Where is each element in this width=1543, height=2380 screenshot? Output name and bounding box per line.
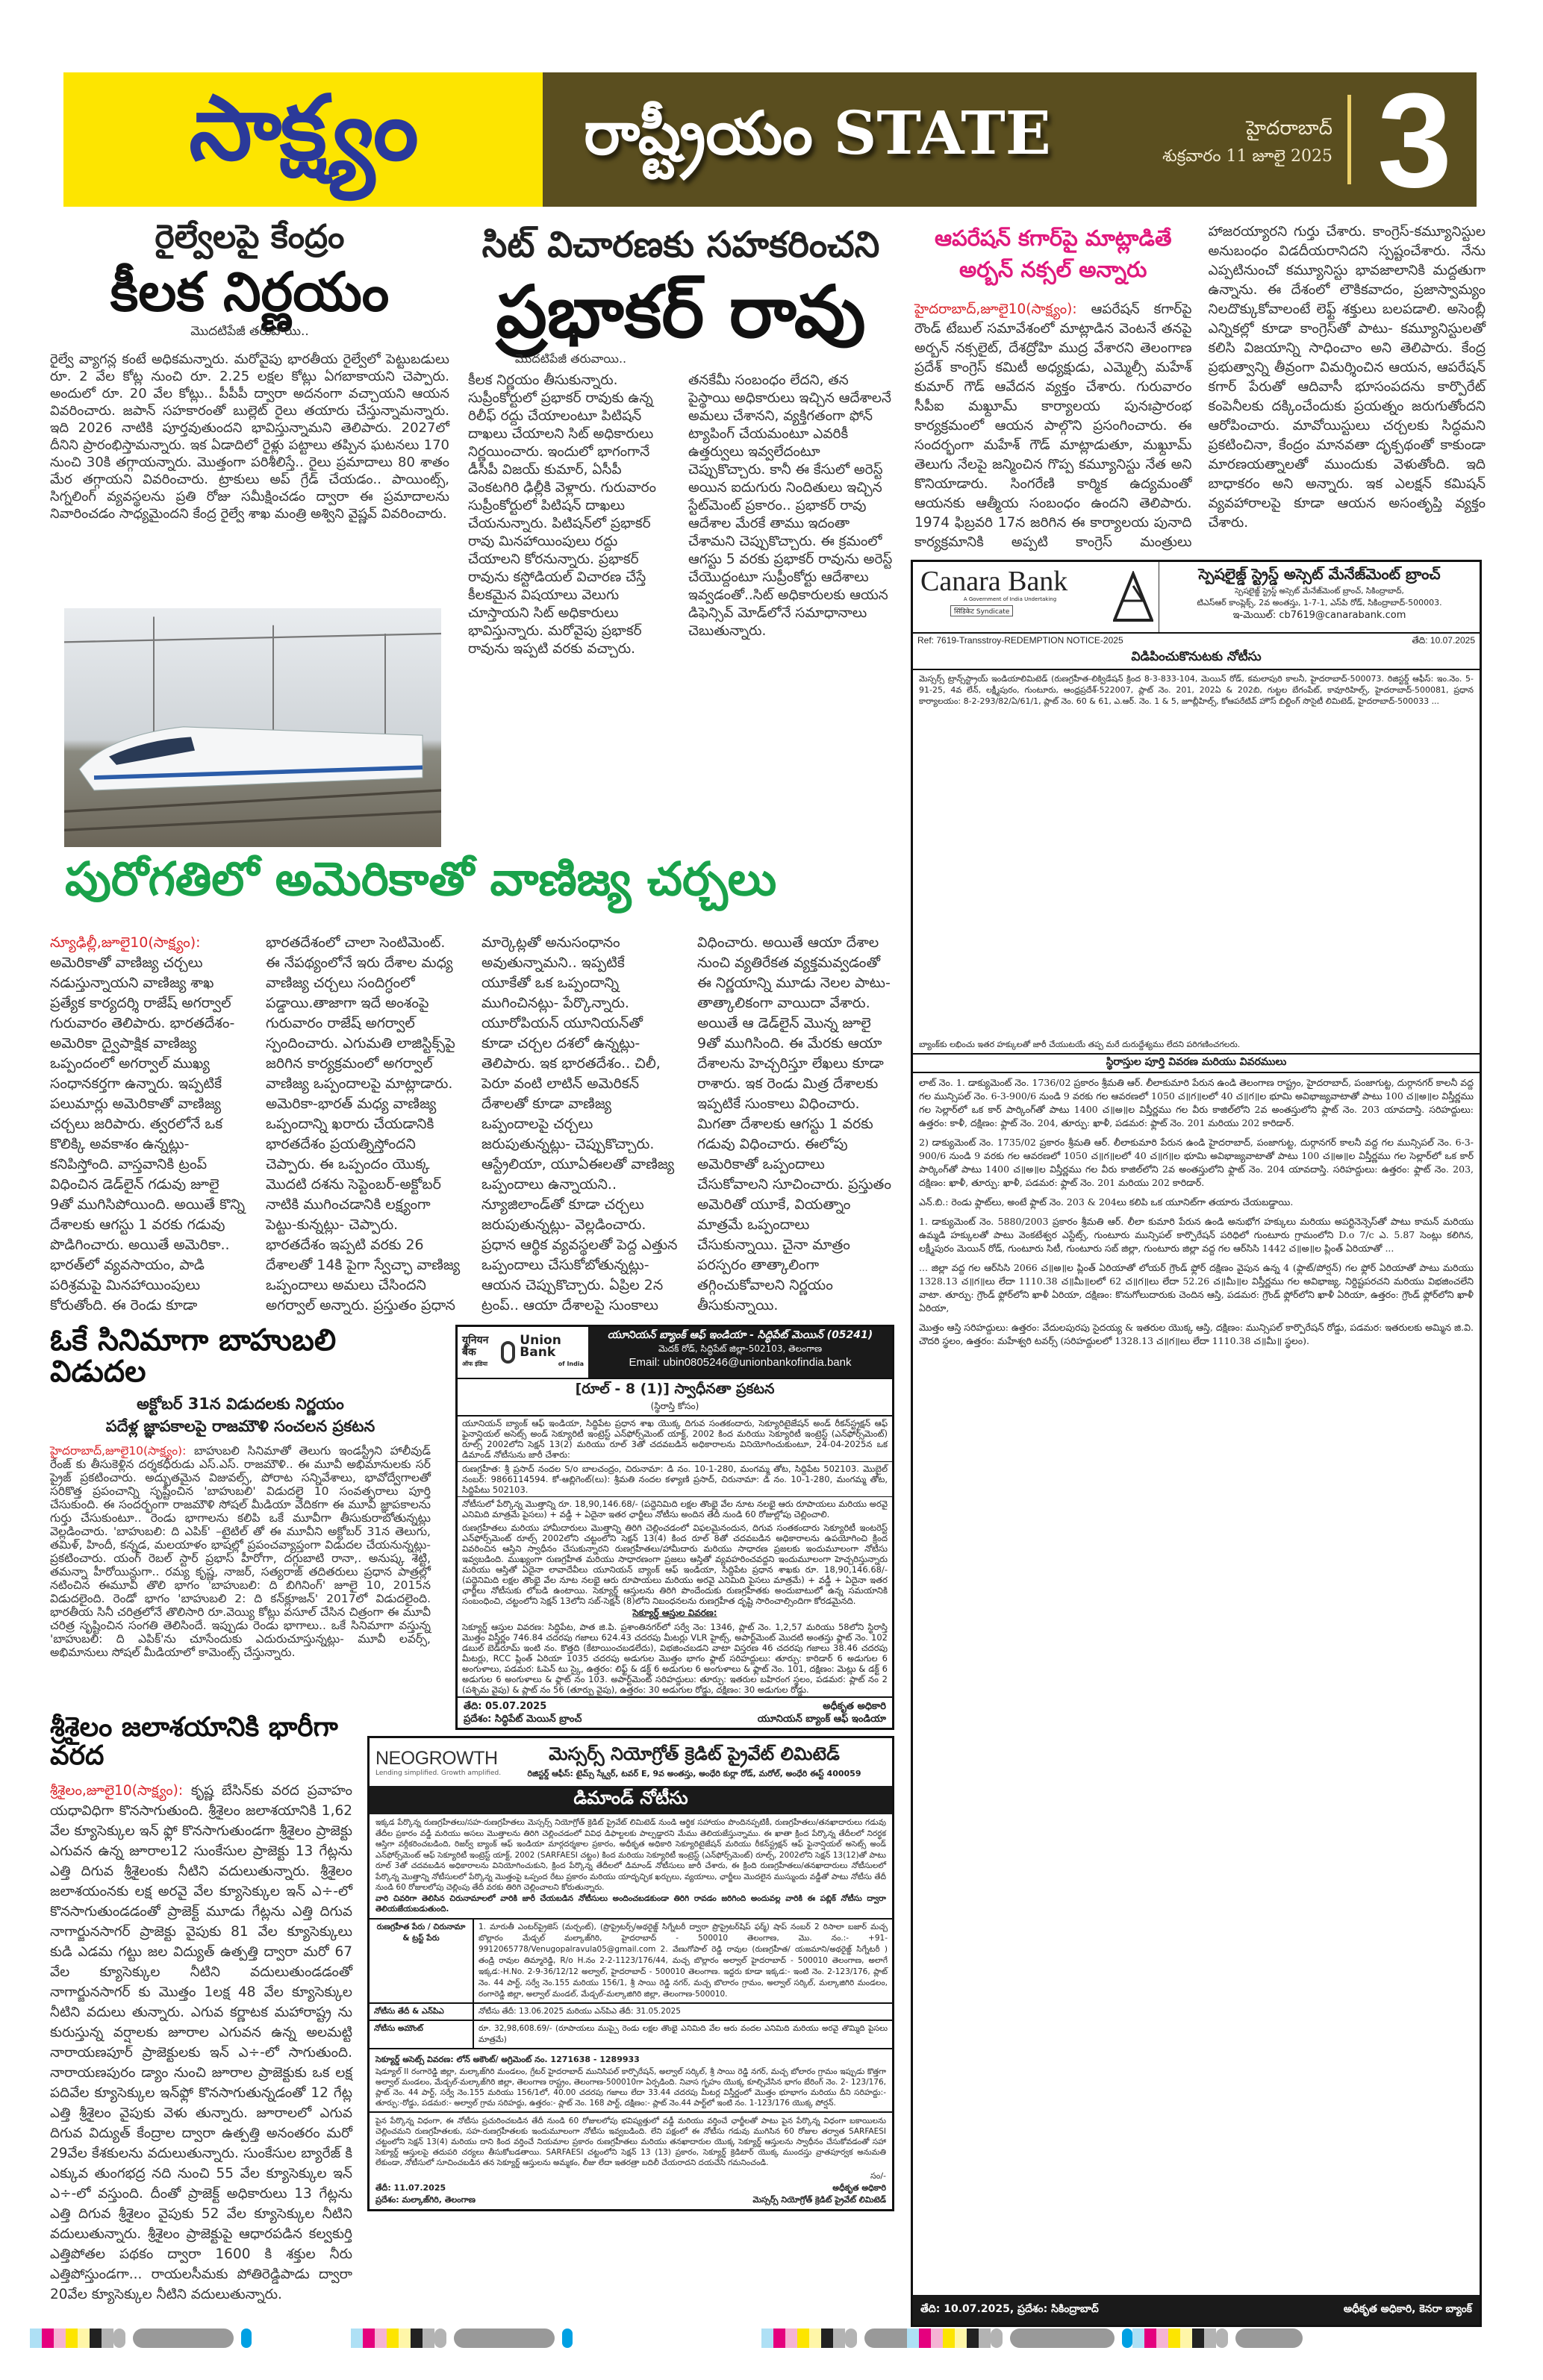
color-swatch [90, 2329, 102, 2348]
color-swatch [955, 2329, 967, 2348]
footer-signatory: అధీకృత అధికారి, కెనరా బ్యాంక్ [1343, 2302, 1472, 2315]
article-body-text: కృష్ణ బేసిన్‌కు వరద ప్రవాహం యధావిధిగా కొనసాగుతుంది. శ్రీశైలం జలాశయానికి 1,62 వేల క్యూసెక్కుల ఇన్ ఫ్లో కొనసాగుతుండగా శ్రీశైలం ప్రాజెక్టు ఎగువన ఉన్న జూరాల12 సుంకేసుల ప్రాజెక్టు 13 గేట్లను ఎత్తి దిగువ శ్రీశైలంకు నీటిని వదులుతున్నారు. శ్రీశైలం జలాశయంనకు లక్ష అరవై వేల క్యూసెక్కుల ఇన్ ఎ÷-లో కొనసాగుతుండడంతో ప్రాజెక్ట్ మూడు గేట్లను ఎత్తి దిగువ నాగార్జునసాగర్ ప్రాజెక్టు వైపుకు 81 వేల క్యూసెక్కులు కుడి ఎడమ గట్టు జల విద్యుత్ ఉత్పత్తి ద్వారా మరో 67 వేల క్యూసెక్కుల నీటిని వదులుతుండడంతో నాగార్జునసాగర్ కు మొత్తం 1లక్ష 48 వేల క్యూసెక్కుల నీటిని వదులు తున్నారు. ఎగువ కర్ణాటక మహారాష్ట్ర ను కురుస్తున్న వర్షాలకు జూరాల ఎగువన ఉన్న అలమట్టి నారాయణపూర్ ప్రాజెక్టులకు ఇన్ ఎ÷-లో సాగుతుంది. నారాయణపురం డ్యాం నుంచి జూరాల ప్రాజెక్టుకు ఒక లక్ష పదివేల క్యూసెక్కుల ఇన్‌ఫ్లో కొనసాగుతున్నడంతో 12 గేట్ల ఎత్తి శ్రీశైలం వైపుకు వెళు తున్నారు. జూరాలలో ఎగువ దిగువ విద్యుత్ కేంద్రాల ద్వారా ఉత్పత్తి అనంతరం మరో 29వేల కేశకులను వదులుతున్నారు. సుంకేసుల బ్యారేజ్ కి ఎక్కువ తుంగభద్ర నది నుంచి 55 వేల క్యూసెక్కుల ఇన్ ఎ÷-లో వస్తుంది. దీంతో ప్రాజెక్ట్ అధికారులు 13 గేట్లను ఎత్తి దిగువ శ్రీశైలం వైపుకు 52 వేల క్యూసెక్కుల నీటిని వదులుతున్నారు. శ్రీశైలం ప్రాజెక్టుపై ఆధారపడిన కల్వకుర్తి ఎత్తిపోతల పథకం ద్వారా 1600 కి శక్తుల నీరు ఎత్తిపోస్తుండగా... రాయలసీమకు పోతిరెడ్డిపాడు ద్వారా 20వేల క్యూసెక్కుల నీటిని వదులుతున్నారు. [50, 1782, 352, 2302]
color-swatch [967, 2329, 979, 2348]
ad-header [370, 1738, 892, 1786]
article-kicker: రైల్వేలపై కేంద్రం [155, 218, 345, 256]
color-swatch [1168, 2329, 1180, 2348]
color-swatch [434, 2329, 446, 2348]
branch-name: యూనియన్ బ్యాంక్ ఆఫ్ ఇండియా - సిద్ధిపేట్ మెయిన్ (05241) [607, 1329, 873, 1341]
notice-date: తేదీ: 11.07.2025 [375, 2182, 446, 2193]
union-bank-logo-icon [501, 1341, 515, 1364]
ad-footer [458, 1698, 892, 1728]
canara-triangle-icon [1107, 562, 1159, 632]
color-swatch [773, 2329, 785, 2348]
edition-city: హైదరాబాద్ [1246, 117, 1332, 140]
footer-date-place: తేది: 10.07.2025, ప్రదేశం: సికింద్రాబాద్ [920, 2302, 1099, 2315]
notice-title: [రూల్ - 8 (1)] స్వాధీనతా ప్రకటన [575, 1381, 775, 1397]
property-lots [913, 1073, 1480, 1351]
assets-details: సెక్యూర్డ్ ఆస్తుల వివరణ: సిద్దిపేట, పాత జి.పి. ప్రశాంతినగర్‌లో సర్వే నెం: 1346, ప్లాట్ నెం. 1,2,57 మరియు 58లోని స్థిరాస్తి మొత్తం విస్తీర్ణం 746.84 చదరపు గజాలు 624.43 చదరపు మీటర్లు VLR హైట్స్, అపార్ట్‌మెంట్ మొదటి అంతస్తు ఫ్లాట్ నెం. 102 డబుల్ బెడ్‌రూమ్ ఇంటి నం. కొత్తది (కేటాయించబడలేదు), విభజించబడని వాటా విస్తరణ 46 చదరపు గజాలు 38.46 చదరపు మీటర్లు, RCC ప్లింత్ ఏరియా 1035 చదరపు అడుగుల మొత్తం భాగం ఫ్లాట్ సరిహద్దులు: తూర్పు: కారిడార్ 6 అడుగుల 6 అంగుళాలు, పడమర: ఓపెన్ టు స్కై, ఉత్తరం: లిఫ్ట్ & డక్ట్ 6 అడుగుల 6 అంగుళాలు & ఫ్లాట్ నెం. 101, దక్షిణం: మెట్లు & డక్ట్ 6 అడుగుల 6 అంగుళాలు & ఫ్లాట్ నం 103. అపార్ట్‌మెంట్ సరిహద్దులు: తూర్పు: ఇతరుల బహిరంగ స్థలం, పడమర: ప్లాట్ నం 2 (పశ్చిమ వైపు) & ప్లాట్ నం 56 (తూర్పు వైపు), ఉత్తరం: 30 అడుగుల రోడ్డు, దక్షిణం: 30 అడుగుల రోడ్డు. [458, 1620, 892, 1698]
headline-line: అర్బన్ నక్సల్ అన్నారు [959, 257, 1147, 282]
section-title: రాష్ట్రీయం STATE [584, 98, 1051, 168]
logo-text: NEOGROWTH [375, 1747, 498, 1769]
article-baahubali [50, 1325, 431, 1659]
notice-amount: నోటీసులో పేర్కొన్న మొత్తాన్ని రూ. 18,90,146.68/- (పద్దెనిమిది లక్షల తొంభై వేల నూట నలభై ఆరు రూపాయలు మరియు అరవై ఎనిమిది మాత్రమే పైసలు) + వడ్డీ + ఏదైనా ఇతర ఛార్జీలు నోటీసు అందిన తేదీ నుండి 60 రోజుల్లోపు చెల్లించాలి. [462, 1499, 888, 1519]
notice-intro-bold: వారి చివరిగా తెలిసిన చిరునామాలలో వారికి జారీ చేయబడిన నోటీసులు అందించబడకుండా తిరిగి రావడం జరిగింది అందువల్ల వారికి ఈ పబ్లిక్ నోటీసు ద్వారా తెలియజేయబడుతుంది. [370, 1893, 892, 1920]
dateline: న్యూఢిల్లీ,జూలై10(సాక్ష్యం): [50, 934, 201, 952]
color-swatch [943, 2329, 955, 2348]
table-row [370, 2021, 892, 2049]
logo-text: సాక్ష్యం [189, 77, 417, 181]
dateline: శ్రీశైలం,జూలై10(సాక్ష్యం): [50, 1782, 184, 1799]
article-america-trade [50, 852, 894, 1316]
color-swatch [113, 2329, 125, 2348]
color-swatch [54, 2329, 66, 2348]
assets-title: సెక్యూర్డ్ అసెట్స్ వివరణ: లోన్ అకౌంట్/ అగ్రిమెంట్ నం. 1271638 - 1289933 [375, 2054, 640, 2064]
article-headline: శ్రీశైలం జలాశయానికి భారీగా వరద [50, 1712, 338, 1771]
color-swatch [66, 2329, 78, 2348]
article-operation-kagar [914, 222, 1486, 552]
notice-title-block [458, 1379, 892, 1417]
color-swatch [1216, 2329, 1228, 2348]
color-swatch [785, 2329, 797, 2348]
article-body [914, 222, 1486, 552]
color-swatch [1010, 2329, 1115, 2348]
color-swatch [1132, 2329, 1144, 2348]
color-swatch [979, 2329, 991, 2348]
color-swatch [1180, 2329, 1192, 2348]
notice-title: డిమాండ్ నోటీసు [370, 1786, 892, 1814]
table-value: నోటీసు తేదీ: 13.06.2025 మరియు ఎన్‌పిఎ తేదీ: 31.05.2025 [479, 2006, 681, 2016]
ad-header [458, 1327, 892, 1379]
logo-text: Canara Bank [920, 566, 1068, 597]
canara-bank-logo [913, 562, 1107, 632]
article-headline: కీలక నిర్ణయం [110, 260, 390, 323]
ad-neogrowth-demand-notice [367, 1736, 894, 2211]
newspaper-logo [63, 72, 543, 207]
color-swatch [562, 2329, 573, 2348]
signatory: అధీకృత అధికారి [823, 1701, 886, 1712]
article-body: కీలక నిర్ణయం తీసుకున్నారు. సుప్రీంకోర్టులో ప్రభాకర్ రావుకు ఉన్న రిలీఫ్ రద్దు చేయాలంటూ పిటిషన్ దాఖలు చేయాలని సిట్ అధికారులు నిర్ణయించారు. ఇందులో భాగంగానే డీసీపీ విజయ్ కుమార్, ఏసీపీ వెంకటగిరి ఢిల్లీకి వెళ్లారు. గురువారం సుప్రీంకోర్టులో పిటిషన్ దాఖలు చేయనున్నారు. పిటిషన్‌లో ప్రభాకర్ రావు మినహాయింపులు రద్దు చేయాలని కోరనున్నారు. ప్రభాకర్ రావును కస్టోడియల్ విచారణ చేస్తే కీలకమైన విషయాలు వెలుగు చూస్తాయని సిట్ అధికారులు భావిస్తున్నారు. మరోవైపు ప్రభాకర్ రావును ఇప్పటి వరకు వచ్చారు. తనకేమీ సంబంధం లేదని, తన పైస్థాయి అధికారులు ఇచ్చిన ఆదేశాలనే అమలు చేశానని, వ్యక్తిగతంగా ఫోన్ ట్యాపింగ్ చేయమంటూ ఎవరికీ ఉత్తర్వులు ఇవ్వలేదంటూ చెప్పుకొచ్చారు. కానీ ఈ కేసులో అరెస్ట్ అయిన ఐదుగురు నిందితులు ఇచ్చిన స్టేట్‌మెంట్ ప్రకారం.. ప్రభాకర్ రావు ఆదేశాల మేరకే తాము ఇదంతా చేశామని చెప్పుకొచ్చారు. ఈ క్రమంలో ఆగస్టు 5 వరకు ప్రభాకర్ రావును అరెస్ట్ చేయొద్దంటూ సుప్రీంకోర్టు ఆదేశాలు ఇవ్వడంతో..సిట్ అధికారులకు ఆయన డిఫెన్సివ్ మోడ్‌లోనే సమాధానాలు చెబుతున్నారు. [468, 372, 893, 657]
logo-hindi: यूनियन बैंक [462, 1334, 489, 1358]
signatory-org: మెస్సర్స్ నియోగ్రోత్ క్రెడిట్ ప్రైవేట్ లిమిటెడ్ [752, 2194, 886, 2205]
headline-line: ఆపరేషన్ కగార్‌పై మాట్లాడితే [934, 225, 1172, 251]
color-swatch [1122, 2329, 1132, 2348]
color-swatch [363, 2329, 375, 2348]
color-swatch [351, 2329, 363, 2348]
color-swatch [454, 2329, 555, 2348]
ref-number: Ref: 7619-Transstroy-REDEMPTION NOTICE-2025 [917, 635, 1123, 646]
logo-sub: A Government of India Undertaking [963, 596, 1057, 602]
notice-title: విడిపించుకొనుటకు నోటీసు [913, 649, 1480, 670]
article-body [50, 933, 894, 1316]
article-body-text: బాహుబలి సినిమాతో తెలుగు ఇండస్ట్రీని హాలీవుడ్ రేంజ్ కు తీసుకెళ్లిన దర్శకధీరుడు ఎస్.ఎస్. రాజమౌళి.. ఈ మూవీ అభిమానులకు సర్ ప్రైజ్ ప్రకటించారు. అద్భుతమైన విజువల్స్, పోరాట సన్నివేశాలు, భావోద్వేగాలతో సరికొత్త ప్రపంచాన్ని సృష్టించిన 'బాహుబలి' విడుదలై 10 సంవత్సరాలు పూర్తి చేసుకుంది. ఈ సందర్భంగా రాజమౌళి సోషల్ మీడియా వేదికగా ఈ మూవీ జ్ఞాపకాలను గుర్తు చేసుకుంటూ.. రెండు భాగాలను కలిపి ఒకే మూవీగా తీసుకురాబోతున్నట్లు వెల్లడించారు. 'బాహుబలి: ది ఎపిక్' –టైటిల్ తో ఈ మూవీని అక్టోబర్ 31న తెలుగు, తమిళ్, హిందీ, కన్నడ, మలయాళం భాషల్లో ప్రపంచవ్యాప్తంగా విడుదల చేయనున్నట్లు- ప్రకటించారు. యంగ్ రెబల్ స్టార్ ప్రభాస్ హీరోగా, దగ్గుబాటి రానా,. అనుష్క శెట్టి, తమన్నా హీరోయిన్లుగా.. రమ్య కృష్ణ, నాజర్, సత్యరాజ్ తదితరులు ప్రధాన పాత్రల్లో నటించిన ఈమూవీ తొలి భాగం 'బాహుబలి: ది బిగినింగ్' జూలై 10, 2015న విడుదలైంది. రెండో భాగం 'బాహుబలి 2: ది కన్‌క్లూజన్' 2017లో విడుదలైంది. భారతీయ సినీ చరిత్రలోనే తొలిసారి రూ.వెయ్యి కోట్లు వసూల్ చేసిన చిత్రంగా ఈ మూవీ చరిత్ర సృష్టించిన సంగతి తెలిసిందే. ఇప్పుడు రెండు భాగాలు.. ఒకే సినిమాగా వస్తున్న 'బాహుబలి: ది ఎపిక్'ను చూసేందుకు ఎదురుచూస్తున్నట్లు- మూవీ లవర్స్, అభిమానులు సోషల్ మీడియాలో కామెంట్స్ చేస్తున్నారు. [50, 1444, 431, 1659]
sign-short: సం/- [870, 2170, 886, 2181]
page-number: 3 [1377, 66, 1453, 216]
branch-email: ఇ-మెయిల్: cb7619@canarabank.com [1232, 610, 1406, 621]
article-subhead: అక్టోబర్ 31న విడుదలకు నిర్ణయం [137, 1395, 344, 1413]
article-body-text: అమెరికాతో వాణిజ్య చర్చలు నడుస్తున్నాయని వాణిజ్య శాఖ ప్రత్యేక కార్యదర్శి రాజేష్ అగర్వాల్ గురువారం తెలిపారు. భారతదేశం-అమెరికా ద్వైపాక్షిక వాణిజ్య ఒప్పందంలో అగర్వాల్ ముఖ్య సంధానకర్తగా ఉన్నారు. ఇప్పటికే పలుమార్లు అమెరికాతో వాణిజ్య చర్చలు జరిపారు. త్వరలోనే ఒక కొలిక్కి అవకాశం ఉన్నట్లు- కనిపిస్తోంది. వాస్తవానికి ట్రంప్ విధించిన డెడ్‌లైన్ గడువు జూలై 9తో ముగిసిపోయింది. అయితే కొన్ని దేశాలకు ఆగస్టు 1 వరకు గడువు పొడిగించారు. అయితే అమెరికా.. భారత్‌లో వ్యవసాయం, పాడి పరిశ్రమపై మినహాయింపులు కోరుతోంది. ఈ రెండు కూడా భారతదేశంలో చాలా సెంటిమెంట్. ఈ నేపథ్యంలోనే ఇరు దేశాల మధ్య వాణిజ్య చర్చలు సందిగ్ధంలో పడ్డాయి.తాజాగా ఇదే అంశంపై గురువారం రాజేష్ అగర్వాల్ స్పందించారు. ఎగుమతి లాజిస్టిక్స్‌పై జరిగిన కార్యక్రమంలో అగర్వాల్ వాణిజ్య ఒప్పందాలపై మాట్లాడారు. అమెరికా-భారత్ మధ్య వాణిజ్య ఒప్పందాన్ని ఖరారు చేయడానికి భారతదేశం ప్రయత్నిస్తోందని చెప్పారు. ఈ ఒప్పందం యొక్క మొదటి దశను సెప్టెంబర్-అక్టోబర్ నాటికి ముగించడానికి లక్ష్యంగా పెట్టు-కున్నట్లు- చెప్పారు. భారతదేశం ఇప్పటి వరకు 26 దేశాలతో 14కి పైగా స్వేచ్ఛా వాణిజ్య ఒప్పందాలు అమలు చేసిందని అగర్వాల్ అన్నారు. ప్రస్తుతం ప్రధాన మార్కెట్లతో అనుసంధానం అవుతున్నామని.. ఇప్పటికే యూకేతో ఒక ఒప్పందాన్ని ముగించినట్లు- పేర్కొన్నారు. యూరోపియన్ యూనియన్‌తో కూడా చర్చల దశలో ఉన్నట్లు- తెలిపారు. ఇక భారతదేశం.. చిలీ, పెరూ వంటి లాటిన్ అమెరికన్ దేశాలతో కూడా వాణిజ్య ఒప్పందాలపై చర్చలు జరుపుతున్నట్లు- చెప్పుకొచ్చారు. ఆస్ట్రేలియా, యూఏఈలతో వాణిజ్య ఒప్పందాలు ఉన్నాయని.. న్యూజిలాండ్‌తో కూడా చర్చలు జరుపుతున్నట్లు- వెల్లడించారు. ప్రధాన ఆర్థిక వ్యవస్థలతో పెద్ద ఎత్తున ఒప్పందాలు చేసుకోబోతున్నట్లు- ఆయన చెప్పుకొచ్చారు. ఏప్రిల 2న ట్రంప్.. ఆయా దేశాలపై సుంకాలు విధించారు. అయితే ఆయా దేశాల నుంచి వ్యతిరేకత వ్యక్తమవ్వడంతో ఈ నిర్ణయాన్ని మూడు నెలల పాటు- తాత్కాలికంగా వాయిదా వేశారు. అయితే ఆ డెడ్‌లైన్ మొన్న జూలై 9తో ముగిసింది. ఈ మేరకు ఆయా దేశాలను హెచ్చరిస్తూ లేఖలు కూడా రాశారు. ఇక రెండు మిత్ర దేశాలకు ఇప్పటికే సుంకాలు విధించారు. మిగతా దేశాలకు ఆగస్టు 1 వరకు గడువు విధించారు. ఈలోపు అమెరికాతో ఒప్పందాలు చేసుకోవాలని సూచించారు. ప్రస్తుతం అమెరితో యూకే, వియత్నాం మాత్రమే ఒప్పందాలు చేసుకున్నాయి. చైనా మాత్రం పరస్పరం తాత్కాలింగా తగ్గించుకోవాలని నిర్ణయం తీసుకున్నాయి. [50, 934, 891, 1314]
assets-details: షెడ్యూల్ II రంగారెడ్డి జిల్లా, మల్కాజ్‌గిరి మండలం, గ్రేటర్ హైదరాబాద్ మునిసిపల్ కార్పొరేషన్, అల్వాల్ సర్కిల్, శ్రీ సాయి రెడ్డి నగర్, మచ్చ బోలారం గ్రామం ఇప్పుడు కొత్తగా అల్వాల్ మండలం, మేడ్చల్-మల్కాజ్‌గిరి జిల్లా, తెలంగాణ రాష్ట్రం, తెలంగాణ-500010గా ఏర్పడింది. నివాస గృహం యొక్క కూల్చివేసిన భాగం బేరింగ్ నెం. 2- 123/176, ప్లాట్ నెం. 44 పార్ట్, సర్వే నెం.155 మరియు 156/1లో, 40.00 చదరపు గజాలు లేదా 33.44 చదరపు మీటర్ల విస్తీర్ణంలో మొత్తం భూభాగం మరియు దీని సరిహద్దు:- తూర్పు:-రోడ్డు, పడమర:- అల్వాల్ గ్రామ సరిహద్దు, ఉత్తరం:- ప్లాట్ నెం. 168 పార్ట్, దక్షిణం:- ప్లాట్ నెం.44 పార్ట్‌లో ఇంటి నం. 1-123/176 యొక్క పోర్షన్. [370, 2067, 892, 2113]
notice-place: ప్రదేశం: మల్కాజ్‌గిరి, తెలంగాణ [375, 2194, 476, 2205]
closing-text: పైన పేర్కొన్న విధంగా, ఈ నోటీసు ప్రచురించబడిన తేదీ నుండి 60 రోజులలోపు భవిష్యత్తులో వడ్డీ మరియు వర్తించే ఛార్జీలతో పాటు పైన పేర్కొన్న విధంగా బకాయిలను చెల్లించమని రుణగ్రహీతలకు, సహ-రుణగ్రహీతలకు ఇందుమూలంగా నోటీసు ఇవ్వబడింది. లేని పక్షంలో ఈ నోటీసు గడువు ముగిసిన 60 రోజుల తర్వాత SARFAESI చట్టంలోని సెక్షన్ 13(4) మరియు దాని కింద వర్తించే నియమాల ప్రకారం రుణగ్రహీతలు మరియు తనఖాదారుల యొక్క సెక్యూర్డ్ ఆస్తులను స్వాధీనం చేసుకోవడంతో సహా సెక్యూర్డ్ ఆస్తులపై తదుపరి చర్యలు తీసుకోబడతాయి. SARFAESI చట్టంలోని సెక్షన్ 13 (13) ప్రకారం, సెక్యూర్డ్ క్రెడిటార్ యొక్క ముందస్తు వ్రాతపూర్వక అనుమతి లేకుండా, నోటీసులో సూచించబడిన తన సెక్యూర్డ్ ఆస్తులను అమ్మకం, లీజు లేదా ఇతరత్రా బదిలీ చేయరాదని దయచేసి గమనించండి. [375, 2116, 886, 2167]
bullet-train-photo [64, 608, 441, 847]
table-row [370, 1920, 892, 2004]
ad-footer [913, 2295, 1480, 2325]
ad-header [913, 562, 1480, 634]
table-label: రుణగ్రహీత పేరు / చిరునామా & ట్రస్ట్ పేరు [370, 1920, 474, 2002]
color-swatch [907, 2329, 919, 2348]
color-swatch [42, 2329, 54, 2348]
logo-hindi-sub: ऑफ इंडिया [462, 1361, 488, 1367]
table-label: నోటీసు అమౌంట్ [370, 2021, 474, 2048]
property-lot: ఎన్.బి.: రెండు ఫ్లాట్‌లు, అంటే ఫ్లాట్ నెం. 203 & 204లు కలిపి ఒక యూనిట్‌గా తయారు చేయబడ్డాయి. [919, 1196, 1294, 1208]
edition-date-text: శుక్రవారం 11 జూలై 2025 [1162, 147, 1332, 166]
color-swatch [102, 2329, 113, 2348]
notice-para: యూనియన్ బ్యాంక్ ఆఫ్ ఇండియా, సిద్ధిపేట ప్రధాన శాఖ యొక్క దిగువ సంతకందారు, సెక్యూరిటైజేషన్ అండ్ రీకన్‌స్ట్రక్షన్ ఆఫ్ ఫైనాన్షియల్ అసెట్స్ అండ్ సెక్యూరిటీ ఇంట్రెస్ట్ ఎన్‌ఫోర్స్‌మెంట్ యాక్ట్, 2002 కింద మరియు సెక్యూరిటీ ఇంట్రెస్ట్ (ఎన్‌ఫోర్స్‌మెంట్) రూల్స్ 2002లోని సెక్షన్ 13(2) మరియు రూల్ 3తో చదవబడిన అధికారాలను వినియోగించుకుంటూ, 24-04-2025న ఒక డిమాండ్ నోటీసును జారీ చేశారు: [458, 1417, 892, 1462]
article-body [50, 1781, 352, 2305]
article-body [50, 1444, 431, 1659]
color-swatch [821, 2329, 833, 2348]
article-prabhakar [468, 224, 894, 658]
borrower-details: రుణగ్రహీత: శ్రీ ప్రసాద్ నందల S/o బాలచంద్రం, చిరునామా: డి నం. 10-1-280, మంగమ్మ తోట, సిద్దిపేట 502103. మొబైల్ నంబర్: 9866114594. కో-ఆబ్లిగెంట్(లు): శ్రీమతి నందల కళ్యాణి ప్రసాద్, చిరునామా: డి నం. 10-1-280, మంగమ్మ తోట, సిద్దిపేటు 502103. [458, 1462, 892, 1497]
dateline: హైదరాబాద్,జూలై10(సాక్ష్యం): [914, 302, 1077, 317]
color-swatch [241, 2329, 252, 2348]
article-railway [50, 218, 449, 522]
company-name: మెస్సర్స్ నియోగ్రోత్ క్రెడిట్ ప్రైవేట్ లిమిటెడ్ [549, 1743, 840, 1764]
property-lot: ... జిల్లా వద్ద గల ఆర్‌సిసి 2066 చ॥అ॥ల ప్లింత్ ఏరియాతో లోయర్ గ్రౌండ్ ఫ్లోర్ దక్షిణం వైపున ఉన్న 4 (ఫ్లాట్/పోర్షన్) గల ఫ్లోర్ ఏరియాతో పాటు మరియు 1328.13 చ॥గ॥లు లేదా 1110.38 చ॥మీ॥లలో 62 చ॥గ॥లు లేదా 52.26 చ॥మీ॥ల విస్తీర్ణము గల అవిభాజ్య, నిర్దిష్టపరచని మరియు విభజించలేని వాటా. తూర్పు: గ్రౌండ్ ఫ్లోర్‌లోని ఖాళీ ఏరియా, దక్షిణం: కొనుగోలుదారుకు చెందిన ఆస్తి, పడమర: గ్రౌండ్ ఫ్లోర్‌లోని ఖాళీ ఏరియా, ఉత్తరం: గ్రౌండ్ ఫ్లోర్‌లోని ఖాళీ ఏరియా, [919, 1262, 1474, 1314]
table-label: నోటీసు తేదీ & ఎన్‌పిఎ [370, 2004, 474, 2020]
property-lot: లాట్ నెం. 1. డాక్యుమెంట్ నెం. 1736/02 ప్రకారం శ్రీమతి ఆర్. లీలాకుమారి పేరున ఉండి తెలంగాణ రాష్ట్రం, హైదరాబాద్, పంజాగుట్ట, దుర్గానగర్ కాలనీ వద్ద గల మున్సిపల్ నెం. 6-3-900/6 నుండి 9 వరకు గల ఆవరణలో 1050 చ॥గ॥లలో 40 చ॥గ॥ల భూమి అవిభాజ్యవాటాతో పాటు 100 చ॥అ॥ల విస్తీర్ణము గల సెల్లార్‌లో ఒక కార్ పార్కింగ్‌తో పాటు 1400 చ॥అ॥ల విస్తీర్ణము గల వీరు కాజిల్‌లోని 2వ అంతస్తులోని ఫ్లాట్ నెం. 203 యావదాస్తి. సరిహద్దులు: ఉత్తరం: కాళీ, దక్షిణం: ఫ్లాట్ నెం. 204, తూర్పు: ఖాళీ, పడమర: ఫ్లాట్ నెం. 201 మరియు 202 కారిడార్. [919, 1077, 1474, 1128]
branch-address: స్పెషలైజ్డ్ స్ట్రెస్డ్ అస్సెట్ మేనేజ్‌మెంట్ బ్రాంచ్, సికింద్రాబాద్, [1235, 587, 1404, 596]
train-illustration [64, 608, 441, 847]
logo-tagline: Lending simplified. Growth amplified. [375, 1769, 502, 1777]
borrower-table [370, 1920, 892, 2049]
logo-english: Union Bank [520, 1333, 561, 1360]
color-swatch [1235, 2329, 1303, 2348]
possession-para: రుణగ్రహీతలు మరియు హామీదారులు మొత్తాన్ని తిరిగి చెల్లించడంలో విఫలమైనందున, దిగువ సంతకందారు సెక్యూరిటీ ఇంటరెస్ట్ ఎన్‌ఫోర్స్‌మెంట్ రూల్స్ 2002లోని చట్టంలోని సెక్షన్ 13(4) కింద రూల్ 8తో చదవబడిన అధికారాలను ఉపయోగించి క్రింద వివరించిన ఆస్తిని స్వాధీనం చేసుకున్నారని రుణగ్రహీతలు/హామీదారు మరియు సాధారణ ప్రజలకు ఇందుమూలంగా నోటీసు ఇవ్వబడింది. ముఖ్యంగా రుణగ్రహీత మరియు సాధారణంగా ప్రజలు ఆస్తితో వ్యవహరించవద్దని ఇందుమూలంగా హెచ్చరిస్తున్నారు మరియు ఆస్తితో ఏదైనా లావాదేవీలు యూనియన్ బ్యాంక్ ఆఫ్ ఇండియా, సిద్దిపేట ప్రధాన శాఖకు రూ. 18,90,146.68/- (పద్దెనిమిది లక్షల తొంభై వేల నూట నలభై ఆరు రూపాయలు మరియు అరవై ఎనిమిది పైసలు మాత్రమే) + వడ్డీ + ఏదైనా ఇతర ఛార్జీలు నోటీసుకు లోబడి ఉంటాయి. సెక్యూర్డ్ ఆస్తులను తిరిగి పొందేందుకు రుణగ్రహీతకు అందుబాటులో ఉన్న సమయానికి సంబంధించి, చట్టంలోని సెక్షన్ 13లోని సబ్-సెక్షన్ (8)లోని నిబంధనలను రుణగ్రహీత దృష్టి సారించాల్సిందిగా కోరడమైనది. [462, 1522, 888, 1606]
color-swatch [411, 2329, 423, 2348]
color-swatch [78, 2329, 90, 2348]
branch-address: టిఎస్ఆర్ కాంప్లెక్స్, 2వ అంతస్తు, 1-7-1, ఎస్‌పి రోడ్, సికింద్రాబాద్-500003. [1197, 598, 1442, 608]
property-lot: మొత్తం ఆస్తి సరిహద్దులు: ఉత్తరం: వేదులపురపు సైదయ్య & ఇతరుల యొక్క ఆస్తి, దక్షిణం: మున్సిపల్ కార్పొరేషన్ రోడ్డు, పడమర: ఇతరులకు అమ్మిన జి.వి. చౌదరి స్థలం, ఉత్తరం: మహేశ్వరి టవర్స్ (సరిహద్దులలో 1328.13 చ॥గ॥లు లేదా 1110.38 చ॥మీ॥ స్థలం). [919, 1322, 1474, 1346]
branch-address: మెదక్ రోడ్, సిద్ధిపేట్ జిల్లా-502103, తెలంగాణ [658, 1343, 823, 1354]
edition-date [1109, 117, 1332, 169]
color-swatch [133, 2329, 234, 2348]
masthead [63, 66, 1477, 216]
color-swatch [30, 2329, 42, 2348]
ad-union-bank-possession-notice [455, 1325, 894, 1730]
color-swatch [809, 2329, 821, 2348]
continued-label: మొదటిపేజీ తరువాయి.. [514, 351, 627, 366]
article-kicker: సిట్ విచారణకు సహకరించని [481, 224, 880, 266]
branch-info [588, 1327, 892, 1378]
notice-place: ప్రదేశం: సిద్ధిపేట్ మెయిన్ బ్రాంచ్ [464, 1714, 582, 1725]
notice-date: తేది: 05.07.2025 [464, 1701, 547, 1712]
table-value: 1. మారుతీ ఎంటర్‌ప్రైజెస్ (మర్చంట్), (ప్రొప్రైటర్స్/అథరైజ్డ్ సిగ్నేటరీ ద్వారా ప్రొప్రైటర్‌షిప్ ఫర్మ్) షాప్ నంబర్ 2 రిసాలా బజార్ మచ్చ బొల్లారం మేడ్చల్ మల్కాజ్‌గిరి, హైదరాబాద్ - 500010 తెలంగాణ, మొ. నం.:- +91-9912065778/Venugopalravula05@gmail.com 2. వేణుగోపాల్ రెడ్డి రావుల (రుణగ్రహీత/ యజమాని/అథరైజ్డ్ సిగ్నేటరీ ) తండ్రి రావుల తిమ్మారెడ్డి, R/o H.నం 2-2-1123/176/44, మచ్చ బొల్లారం అల్వాల్ హైదరాబాద్ - 500010 తెలంగాణ, అలాగే ఇక్కడ:-H.No. 2-9-36/12/12 అల్వాల్, హైదరాబాద్ - 500010 తెలంగాణ. ఇద్దరు కూడా ఇక్కడ:- ఇంటి నెం. 2-123/176, ప్లాట్ నెం. 44 పార్ట్, సర్వే నెం.155 మరియు 156/1, శ్రీ సాయి రెడ్డి నగర్, మచ్చ బొలారం గ్రామం, అల్వాల్ సర్కిల్, మల్కాజిగిరి మండలం, రంగారెడ్డి జిల్లా, అల్వాల్ మండల్, మేడ్చల్-మల్కాజిగిరి జిల్లా, తెలంగాణ-500010. [479, 1922, 888, 1999]
dateline: హైదరాబాద్,జూలై10(సాక్ష్యం): [50, 1444, 187, 1458]
article-headline: ప్రభాకర్ రావు [496, 270, 866, 354]
branch-name: స్పెషలైజ్డ్ స్ట్రెస్డ్ అస్సెట్ మేనేజ్‌మెంట్ బ్రాంచ్ [1198, 565, 1441, 583]
article-headline [914, 222, 1192, 300]
article-srisailam [50, 1714, 352, 2305]
color-swatch [1156, 2329, 1168, 2348]
masthead-divider [1347, 95, 1351, 184]
continued-label: మొదటిపేజీ తరువాయి.. [190, 323, 309, 339]
color-swatch [833, 2329, 845, 2348]
color-swatch [797, 2329, 809, 2348]
color-swatch [399, 2329, 411, 2348]
article-subhead: పదేళ్ల జ్ఞాపకాలపై రాజమౌళి సంచలన ప్రకటన [105, 1417, 375, 1435]
logo-of-india: of India [558, 1361, 584, 1367]
property-lot: 2) డాక్యుమెంట్ నెం. 1735/02 ప్రకారం శ్రీమతి ఆర్. లీలాకుమారి పేరున ఉండి హైదరాబాద్, పంజాగుట్ట, దుర్గానగర్ కాలనీ వద్ద గల మున్సిపల్ నెం. 6-3-900/6 నుండి 9 వరకు గల ఆవరణలో 1050 చ॥గ॥లలో 40 చ॥గ॥ల భూమి అవిభాజ్యవాటాతో పాటు 100 చ॥అ॥ల విస్తీర్ణము గల సెల్లార్‌లో ఒక కార్ పార్కింగ్‌తో పాటు 1400 చ॥అ॥ల విస్తీర్ణము గల వీరు కాజిల్‌లోని 2వ అంతస్తులోని ఫ్లాట్ నెం. 204 యావదాస్తి. సరిహద్దులు: ఉత్తరం: ఫ్లాట్ నెం. 203, దక్షిణం: ఖాళీ, తూర్పు: ఖాళీ, పడమర: ఫ్లాట్ నెం. 201 మరియు 202 కారిడార్. [919, 1137, 1474, 1188]
article-headline: ఓకే సినిమాగా బాహుబలి విడుదల [50, 1323, 337, 1389]
color-swatch [1144, 2329, 1156, 2348]
table-row [370, 2004, 892, 2021]
branch-info [1159, 562, 1480, 632]
notice-text-end: బ్యాంక్‌కు లభించు ఇతర హక్కులతో జారీ చేయుటయే తప్ప మరే దురుద్దేశ్యము లేదని పరిగణించగలరు. [913, 1036, 1480, 1055]
neogrowth-logo [375, 1748, 502, 1777]
article-body: రైల్వే వ్యాగన్ల కంటే అధికమన్నారు. మరోవైపు భారతీయ రైల్వేలో పెట్టుబడులు రూ. 2 వేల కోట్ల నుంచి రూ. 2.25 లక్షల కోట్లు ఏగబాకాయని చెప్పారు. అందులో రూ. 20 వేల కోట్లు.. పీపీపీ ద్వారా అదనంగా వచ్చాయని ఆయన వివరించారు. జపాన్ సహకారంతో బుల్లెట్ రైలు తయారు చేస్తున్నామన్నారు. ఇది 2026 నాటికి పూర్తవుతుందని భావిస్తున్నామని తెలిపారు. 2027లో దీనిని ప్రారంభిస్తామన్నారు. ఇక ఏడాదిలో రైళ్లు పట్టాలు తప్పిన ఘటనలు 170 నుంచి 30కి తగ్గాయన్నారు. మొత్తంగా పరిశీలిస్తే.. రైలు ప్రమాదాలు 80 శాతం మేర తగ్గాయని వివరించారు. ట్రాకులు అప్ గ్రేడ్ చేయడం.. పాయింట్స్, సిగ్నలింగ్ వ్యవస్థలను ప్రతి రోజు సమీక్షించడం ద్వారా ఈ ప్రమాదాలను నివారించడం సాధ్యమైందని కేంద్ర రైల్వే శాఖ మంత్రి అశ్విని వైష్ణవ్ వివరించారు. [50, 351, 449, 522]
signatory: అధీకృత అధికారి [832, 2182, 886, 2193]
notice-intro: ఇక్కడ పేర్కొన్న రుణగ్రహీతలు/సహ-రుణగ్రహీతలు మెస్సర్స్ నియోగ్రోత్ క్రెడిట్ ప్రైవేట్ లిమిటెడ్ నుండి ఆర్థిక సహాయం పొందినప్పటికీ, రుణగ్రహీతలు/తనఖాదారులు గడువు తేదీల ప్రకారం వడ్డీ మరియు అసలు మొత్తాలను తిరిగి చెల్లించడంలో వివిధ డిఫాల్టలకు పాల్పడ్డారని మేము తెలియజేస్తున్నాము. ఈ ఖాతా క్రింద పేర్కొన్న తేదీలలో నిరర్థక ఆస్తిగా వర్గీకరించబడింది, రిజర్వ్ బ్యాంక్ ఆఫ్ ఇండియా మార్గదర్శకాల ప్రకారం, అధీకృత అధికారి సెక్యూరిటైజేషన్ మరియు రీకన్‌స్ట్రక్షన్ ఆఫ్ ఫైనాన్షియల్ అసెట్స్ అండ్ ఎన్‌ఫోర్స్‌మెంట్ ఆఫ్ సెక్యూరిటీ ఇంట్రెస్ట్ యాక్ట్, 2002 (SARFAESI చట్టం) కింద మరియు సెక్యూరిటీ ఇంట్రెస్ట్ (ఎన్‌ఫోర్స్‌మెంట్) రూల్స్, 2002లోని సెక్షన్ 13(12)తో పాటు రూల్ 3తో చదవబడిన అధికారాలను వినియోగించుకుని, క్రింద పేర్కొన్న తేదీలలో డిమాండ్ నోటీసులు జారీ చేశారు, ఈ క్రింది రుణగ్రహీతలు/తనఖాదారులు నోటీసులలో పేర్కొన్న మొత్తాన్ని నోటీసులలో పేర్కొన్న మొత్తంపై ఒప్పంద రేటు ప్రకారం మరియు యాదృచ్ఛిక ఖర్చులు, వ్యయాలు, ఛార్జీలు మొదలైన ముస్ముందు వడ్డీతో పాటు నోటీసు తేదీ నుండి 60 రోజులలోపు చెల్లింపు తేదీ వరకు తిరిగి చెల్లించాలని కోరుతున్నారు. [375, 1818, 886, 1892]
article-headline: పురోగతిలో అమెరికాతో వాణిజ్య చర్చలు [65, 852, 777, 906]
color-swatch [845, 2329, 857, 2348]
assets-title: సెక్యూర్డ్ ఆస్తుల వివరణ: [632, 1608, 717, 1618]
notice-text: మెస్సర్స్ ట్రాన్స్‌స్ట్రాయ్ ఇండియాలిమిటెడ్ (రుణగ్రహీత-లిక్విడేషన్ క్రింద 8-3-833-104, మెయిన్ రోడ్, కమలాపురి కాలనీ, హైదరాబాద్-500073. రిజిస్టర్డ్ ఆఫీస్: ఇం.నెం. 5-91-25, 4వ లేన్, లక్ష్మీపురం, గుంటూరు, ఆంధ్రప్రదేశ్-522007, ప్లాట్ నెం. 201, 202ఏ & 202బి, గుట్టల బేగంపేట్, కావూరిహిల్స్, హైదరాబాద్-500081, ప్రధాన కార్యాలయం: 8-2-293/82/ఏ/61/1, ప్లాట్ నెం. 60 & 61, ఎ.ఆర్. నెం. 1 & 5, జూబ్లీహిల్స్, కోఆపరేటివ్ హౌస్ బిల్డింగ్ సొసైటీ లిమిటెడ్, హైదరాబాద్-500033 ... [919, 674, 1474, 706]
color-swatch [991, 2329, 1003, 2348]
branch-email: Email: ubin0805246@unionbankofindia.bank [629, 1356, 852, 1369]
color-swatch [387, 2329, 399, 2348]
color-swatch [931, 2329, 943, 2348]
notice-subtitle: (స్థిరాస్తి కోసం) [650, 1401, 699, 1411]
color-swatch [919, 2329, 931, 2348]
color-swatch [375, 2329, 387, 2348]
ad-footer [370, 2183, 892, 2209]
ad-canara-bank-redemption-notice [911, 560, 1482, 2327]
table-value: రూ. 32,98,608.69/- (రూపాయలు ముప్పై రెండు లక్షల తొంభై ఎనిమిది వేల ఆరు వందల ఎనిమిది మరియు అరవై తొమ్మిది పైసలు మాత్రమే) [479, 2023, 888, 2044]
color-swatch [423, 2329, 434, 2348]
color-swatch [1192, 2329, 1204, 2348]
syndicate-badge: सिंडिकेट Syndicate [950, 605, 1013, 616]
signatory-org: యూనియన్ బ్యాంక్ ఆఫ్ ఇండియా [757, 1714, 886, 1725]
company-address: రిజిస్టర్డ్ ఆఫీస్: టైమ్స్ స్క్వేర్, టవర్ E, 9వ అంతస్తు, అంధేరి కుర్లా రోడ్, మరోల్, అంధేరి ఈస్ట్ 400059 [527, 1769, 861, 1778]
article-body-text: ఆపరేషన్ కగార్‌పై రౌండ్ టేబుల్ సమావేశంలో మాట్లాడిన వెంటనే తనపై అర్బన్ నక్సలైట్, దేశద్రోహి ముద్ర వేశారని తెలంగాణ ప్రదేశ్ కాంగ్రెస్ కమిటీ అధ్యక్షుడు, ఎమ్మెల్సీ మహేశ్ కుమార్ గౌడ్ ఆవేదన వ్యక్తం చేశారు. గురువారం సీపీఐ మఖ్దూమ్ కార్యాలయ పునఃప్రారంభ కార్యక్రమంలో ఆయన పాల్గొని ప్రసంగించారు. ఈ సందర్భంగా మహేశ్ గౌడ్ మాట్లాడుతూ, మఖ్దూమ్ తెలుగు నేలపై జన్మించిన గొప్ప కమ్యూనిస్టు నేత అని కొనియాడారు. సింగరేణి కార్మిక ఉద్యమంతో ఆయనకు ఆత్మీయ సంబంధం ఉందని తెలిపారు. 1974 ఫిబ్రవరి 17న జరిగిన ఈ కార్యాలయ పునాది కార్యక్రమానికి అప్పటి కాంగ్రెస్ మంత్రులు హాజరయ్యారని గుర్తు చేశారు. కాంగ్రెస్-కమ్యూనిస్టుల అనుబంధం విడదీయరానిదని స్పష్టంచేశారు. నేను ఎప్పటినుంచో కమ్యూనిస్టు భావజాలానికి మద్దతుగా ఉన్నాను. ఈ దేశంలో లౌకికవాదం, ప్రజాస్వామ్యం నిలదొక్కుకోవాలంటే లెఫ్ట్ శక్తులు బలపడాలి. అసెంబ్లీ ఎన్నికల్లో కూడా కాంగ్రెస్‌తో పాటు- కమ్యూనిస్టులతో కలిసి విజయాన్ని సాధించాం అని తెలిపారు. కేంద్ర ప్రభుత్వాన్ని తీవ్రంగా విమర్శించిన ఆయన, ఆపరేషన్ కగార్ పేరుతో ఆదివాసీ భూసంపదను కార్పొరేట్ కంపెనీలకు దక్కించేందుకు ప్రయత్నం జరుగుతోందని ఆరోపించారు. మావోయిస్టులు చర్చలకు సిద్ధమని ప్రకటించినా, కేంద్రం మానవతా దృక్పథంతో కాకుండా మారణయత్నాలతో ముందుకు వెళుతోంది. ఇది బాధాకరం అని అన్నారు. ఇక ఎలక్షన్ కమిషన్ వ్యవహారాలపై కూడా ఆయన అసంతృప్తి వ్యక్తం చేశారు. [914, 224, 1486, 550]
property-lot: 1. డాక్యుమెంట్ నెం. 5880/2003 ప్రకారం శ్రీమతి ఆర్. లీలా కుమారి పేరున ఉండి అనుభోగ హక్కులు మరియు అపర్టినెన్సెస్‌తో పాటు కామన్ మరియు ఉమ్మడి హక్కులతో పాటు వెంకటేశ్వర ఎస్టేట్స్, గుంటూరు మున్సిపల్ కార్పొరేషన్ పరిధిలో గుంటూరు గ్రామంలోని D.o 7/c ఎ. 5.87 సెంట్లు కలిగిన, లక్ష్మీపురం మెయిన్ రోడ్, గుంటూరు సిటీ, గుంటూరు సబ్ జిల్లా, గుంటూరు జిల్లా వద్ద గల ఆర్‌సిసి 1442 చ॥అ॥ల ప్లింత్ ఏరియాతో ... [919, 1216, 1474, 1254]
color-swatch [761, 2329, 773, 2348]
schedule-title: స్థిరాస్తుల పూర్తి వివరణ మరియు వివరములు [913, 1055, 1480, 1073]
ref-date: తేది: 10.07.2025 [1412, 635, 1475, 646]
color-swatch [1204, 2329, 1216, 2348]
ref-line [913, 634, 1480, 649]
union-bank-logo [458, 1327, 588, 1378]
